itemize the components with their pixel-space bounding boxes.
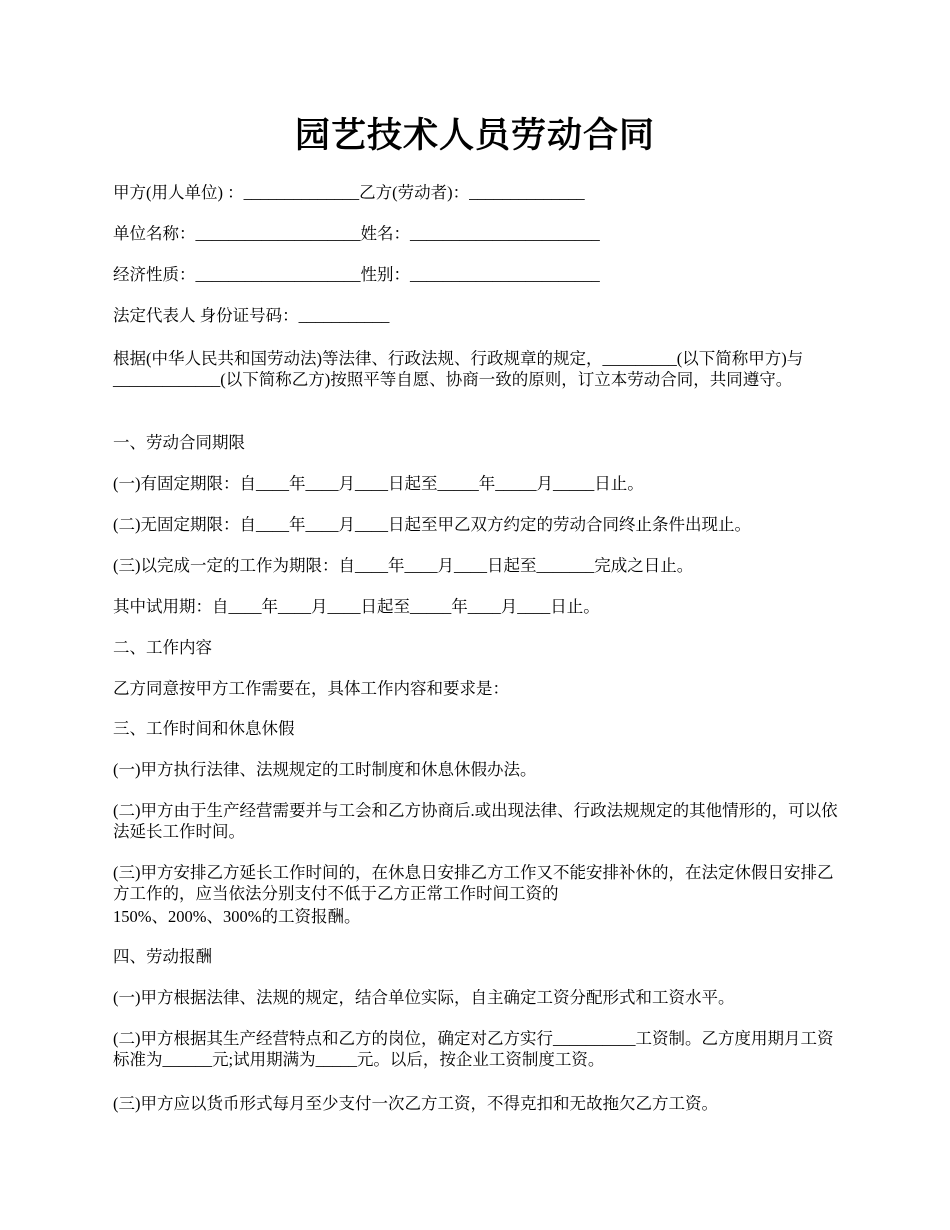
wage-form-line: (一)甲方根据法律、法规的规定，结合单位实际，自主确定工资分配形式和工资水平。 [113,988,735,1007]
wage-system-paragraph: (二)甲方根据其生产经营特点和乙方的岗位，确定对乙方实行__________工资制。乙方度用期月工资标准为______元;试用期满为_____元。以后，按企业工资制度工资。 [113,1029,834,1069]
working-hours-line: (一)甲方执行法律、法规规定的工时制度和休息休假办法。 [113,760,537,779]
legal-rep-line: 法定代表人 身份证号码：___________ [113,306,390,325]
party-a-b-line: 甲方(用人单位) ：______________乙方(劳动者)：______________ [113,183,585,202]
probation-line: 其中试用期：自____年____月____日起至_____年____月____日止。 [113,597,600,616]
work-content-line: 乙方同意按甲方工作需要在，具体工作内容和要求是： [113,679,509,698]
section-4-heading: 四、劳动报酬 [113,947,212,966]
section-3-heading: 三、工作时间和休息休假 [113,719,295,738]
preamble-paragraph: 根据(中华人民共和国劳动法)等法律、行政法规、行政规章的规定，_________(以下简称甲方)与_____________(以下简称乙方)按照平等自愿、协商一致的原则，订立本劳动合同，共同遵守。 [113,349,804,389]
economic-nature-line: 经济性质：____________________性别：_______________________ [113,265,600,284]
overtime-pay-rates: 150%、200%、300%的工资报酬。 [113,907,361,926]
company-name-line: 单位名称：____________________姓名：_______________________ [113,224,600,243]
fixed-term-line: (一)有固定期限：自____年____月____日起至_____年_____月_____日止。 [113,474,644,493]
overtime-pay-paragraph: (三)甲方安排乙方延长工作时间的，在休息日安排乙方工作又不能安排补休的，在法定休假日安排乙方工作的，应当依法分别支付不低于乙方正常工作时间工资的 [113,863,834,903]
open-term-line: (二)无固定期限：自____年____月____日起至甲乙双方约定的劳动合同终止条件出现止。 [113,515,751,534]
task-term-line: (三)以完成一定的工作为期限：自____年____月____日起至_______完成之日止。 [113,556,694,575]
section-1-heading: 一、劳动合同期限 [113,433,245,452]
document-title: 园艺技术人员劳动合同 [294,116,655,156]
wage-payment-line: (三)甲方应以货币形式每月至少支付一次乙方工资，不得克扣和无故拖欠乙方工资。 [113,1094,718,1113]
section-2-heading: 二、工作内容 [113,638,212,657]
overtime-paragraph: (二)甲方由于生产经营需要并与工会和乙方协商后.或出现法律、行政法规规定的其他情形的，可以依法延长工作时间。 [113,801,838,841]
